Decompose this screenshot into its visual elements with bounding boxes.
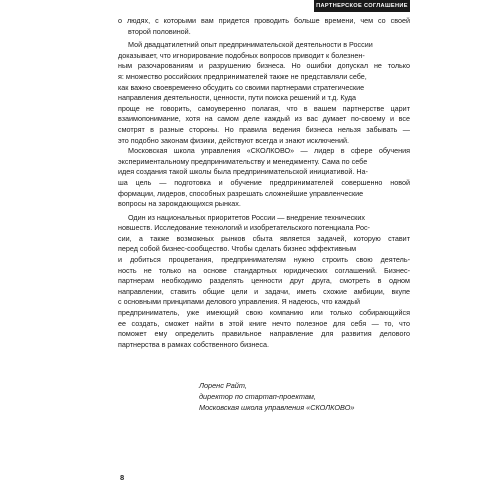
- text-line: поможет ему определить правильное направление для развития делового: [118, 329, 410, 339]
- author-position: директор по стартап-проектам,: [199, 391, 316, 401]
- paragraph-priorities: [118, 213, 410, 351]
- author-signature: [199, 381, 419, 413]
- text-line: с основными принципами делового управления. Я надеюсь, что каждый: [118, 297, 361, 307]
- text-line: второй половиной.: [128, 26, 191, 36]
- text-line: взаимопонимание, хотя на самом деле каждый из вас думает по-своему и все: [118, 114, 410, 124]
- text-line: идея создания такой школы была предпринимательской инициативой. На-: [118, 167, 368, 177]
- text-line: о людях, с которыми вам придется проводить больше времени, чем со своей: [118, 16, 410, 25]
- author-organization: Московская школа управления «СКОЛКОВО»: [199, 402, 355, 412]
- author-name: Лоренс Райт,: [199, 381, 247, 390]
- body-text: [118, 16, 410, 350]
- text-line: Мой двадцатилетний опыт предпринимательской деятельности в России: [128, 40, 373, 50]
- text-line: проще не говорить, самоуверенно полагая, что в вашем партнерстве царит: [118, 103, 410, 113]
- running-header: ПАРТНЕРСКОЕ СОГЛАШЕНИЕ: [314, 0, 410, 12]
- paragraph-experience: [118, 40, 410, 146]
- text-line: формации, лидеров, способных разрешать сложнейшие управленческие: [118, 188, 364, 198]
- text-line: доказывает, что игнорирование подобных вопросов приводит к болезнен-: [118, 50, 365, 60]
- text-line: это подобно законам физики, действуют всегда и знают исключений.: [118, 135, 350, 145]
- text-line: ша цель — подготовка и обучение предпринимателей совершенно новой: [118, 177, 410, 187]
- text-line: партнерства в рамках собственного бизнеса.: [118, 339, 269, 349]
- text-line: ность не только на основе стандартных юридических соглашений. Бизнес-: [118, 265, 410, 275]
- text-line: ным разочарованиям и разрушению бизнеса. Но ошибки допускал не только: [118, 61, 410, 71]
- text-line: экспериментальному предпринимательству и менеджменту. Сама по себе: [118, 156, 368, 166]
- text-line: я: множество российских предпринимателей также не представляли себе,: [118, 71, 367, 81]
- text-line: вопросы на зарождающихся рынках.: [118, 199, 241, 209]
- text-line: ее создать, сможет найти в этой книге нечто полезное для себя — то, что: [118, 318, 410, 328]
- paragraph-continuation: [118, 16, 410, 37]
- paragraph-skolkovo: [118, 146, 410, 210]
- page-number: 8: [120, 473, 125, 482]
- text-line: Московская школа управления «СКОЛКОВО» — лидер в сфере обучения: [128, 146, 410, 156]
- text-line: и добиться процветания, предпринимателям нужно строить свою деятель-: [118, 255, 410, 265]
- text-line: партнерам необходимо разделять ценности друг друга, смотреть в одном: [118, 276, 410, 286]
- text-line: смотрят в разные стороны. Но правила ведения бизнеса нельзя забывать —: [118, 124, 410, 134]
- text-line: новшеств. Исследование технологий и изобретательского потенциала Рос-: [118, 223, 370, 233]
- text-line: направления деятельности, ценности, пути поиска решений и т.д. Куда: [118, 93, 357, 103]
- text-line: перед собой бизнес-сообщество. Чтобы сделать бизнес эффективным: [118, 244, 357, 254]
- text-line: направлении, ставить общие цели и задачи, иметь схожие амбиции, вкупе: [118, 286, 410, 296]
- text-line: предприниматель, уже имеющий свою компанию или только собирающийся: [118, 308, 410, 318]
- text-line: Один из национальных приоритетов России — внедрение технических: [128, 212, 365, 222]
- text-line: сии, а также возможных рынков сбыта является задачей, которую ставит: [118, 233, 410, 243]
- text-line: как важно своевременно обсудить со своими партнерами стратегические: [118, 82, 365, 92]
